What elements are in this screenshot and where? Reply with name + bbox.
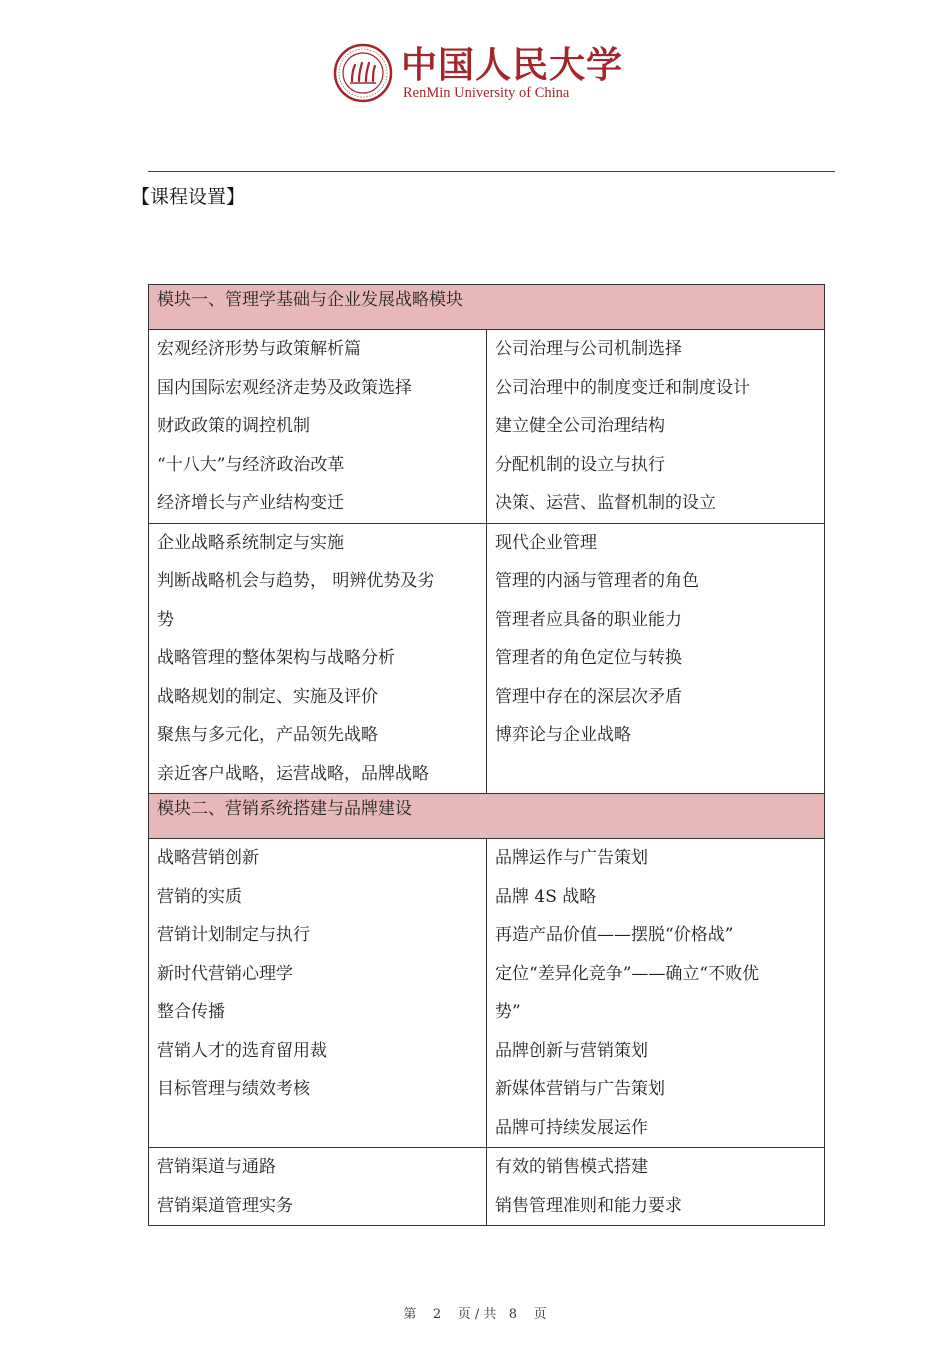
module-title: 模块二、营销系统搭建与品牌建设 (149, 794, 825, 839)
topic-item: 亲近客户战略，运营战略，品牌战略 (157, 763, 429, 784)
module-title: 模块一、管理学基础与企业发展战略模块 (149, 285, 825, 330)
topic-item: 公司治理中的制度变迁和制度设计 (495, 377, 750, 398)
topic-item: 势 (157, 609, 174, 630)
topic-item: 经济增长与产业结构变迁 (157, 493, 344, 513)
topic-item: 销售管理准则和能力要求 (495, 1195, 682, 1216)
topic-item: 有效的销售模式搭建 (495, 1157, 648, 1177)
topic-item: 目标管理与绩效考核 (157, 1079, 310, 1099)
footer-page-number: 2 (432, 1307, 442, 1322)
section-title: 【课程设置】 (131, 186, 246, 208)
course-row (149, 1148, 825, 1226)
topic-item: 管理者应具备的职业能力 (495, 609, 682, 630)
topic-item: 营销人才的选育留用裁 (157, 1040, 327, 1061)
topic-item: 财政政策的调控机制 (157, 416, 310, 436)
university-seal-icon (333, 43, 393, 103)
topic-item: 宏观经济形势与政策解析篇 (157, 339, 361, 359)
right-topic-cell (487, 1148, 825, 1226)
topic-item: 战略营销创新 (157, 848, 259, 868)
right-topic-cell (487, 839, 825, 1148)
left-topic-cell (149, 839, 487, 1148)
topic-item: 决策、运营、监督机制的设立 (495, 493, 716, 513)
module-header-row (149, 794, 825, 839)
topic-item: 营销渠道与通路 (157, 1157, 276, 1177)
course-table (148, 284, 825, 1226)
topic-item: 管理的内涵与管理者的角色 (495, 571, 699, 591)
course-row (149, 839, 825, 1148)
footer-suffix: 页 (533, 1307, 547, 1322)
topic-item: “十八大”与经济政治改革 (157, 454, 345, 475)
topic-item: 势” (495, 1002, 521, 1022)
topic-item: 建立健全公司治理结构 (495, 416, 665, 436)
course-row (149, 330, 825, 524)
right-topic-cell (487, 523, 825, 794)
footer-prefix: 第 (403, 1307, 417, 1322)
topic-item: 分配机制的设立与执行 (495, 454, 665, 475)
topic-item: 营销渠道管理实务 (157, 1195, 293, 1216)
footer-middle: 页 / 共 (457, 1307, 497, 1322)
topic-item: 管理者的角色定位与转换 (495, 648, 682, 668)
topic-item: 新时代营销心理学 (157, 963, 293, 984)
left-topic-cell (149, 330, 487, 524)
topic-item: 管理中存在的深层次矛盾 (495, 686, 682, 707)
university-logo (333, 43, 624, 105)
topic-item: 再造产品价值——摆脱“价格战” (495, 925, 734, 945)
brand-name: 中国人民大学 (401, 44, 624, 86)
topic-item: 博弈论与企业战略 (495, 725, 631, 745)
topic-item: 定位“差异化竞争”——确立“不败优 (495, 963, 760, 984)
footer-total-pages: 8 (508, 1307, 518, 1322)
topic-item: 战略管理的整体架构与战略分析 (157, 648, 395, 668)
topic-item: 国内国际宏观经济走势及政策选择 (157, 377, 412, 398)
topic-item: 企业战略系统制定与实施 (157, 532, 344, 553)
topic-item: 现代企业管理 (495, 532, 597, 553)
topic-item: 判断战略机会与趋势， 明辨优势及劣 (157, 571, 435, 591)
topic-item: 营销计划制定与执行 (157, 925, 310, 945)
topic-item: 品牌创新与营销策划 (495, 1040, 648, 1061)
topic-item: 公司治理与公司机制选择 (495, 339, 682, 359)
topic-item: 新媒体营销与广告策划 (495, 1079, 665, 1099)
header-divider (148, 171, 835, 172)
topic-item: 战略规划的制定、实施及评价 (157, 686, 378, 707)
left-topic-cell (149, 523, 487, 794)
right-topic-cell (487, 330, 825, 524)
course-row (149, 523, 825, 794)
topic-item: 品牌 4S 战略 (495, 886, 597, 907)
brand-english-name: RenMin University of China (403, 85, 570, 101)
topic-item: 整合传播 (157, 1002, 225, 1022)
topic-item: 聚焦与多元化，产品领先战略 (157, 725, 378, 745)
page-footer (0, 1303, 950, 1322)
left-topic-cell (149, 1148, 487, 1226)
topic-item: 品牌可持续发展运作 (495, 1117, 648, 1138)
topic-item: 品牌运作与广告策划 (495, 848, 648, 868)
module-header-row (149, 285, 825, 330)
topic-item: 营销的实质 (157, 886, 242, 907)
